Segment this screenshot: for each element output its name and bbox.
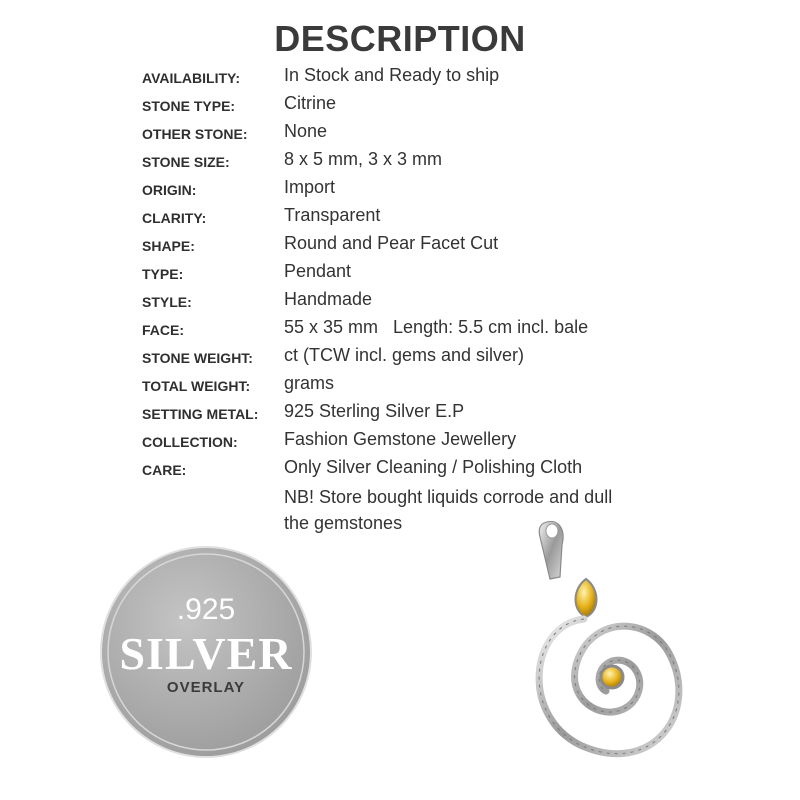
spec-label: OTHER STONE: (142, 126, 248, 142)
spec-row-style (142, 288, 762, 316)
spec-row-face (142, 316, 762, 344)
spec-label: TOTAL WEIGHT: (142, 378, 251, 394)
spec-list (142, 64, 762, 484)
spec-row-total-weight (142, 372, 762, 400)
spec-row-stone-type (142, 92, 762, 120)
spec-label: STYLE: (142, 294, 192, 310)
pendant-image (510, 515, 690, 790)
spec-value: Transparent (284, 205, 381, 225)
spec-row-availability (142, 64, 762, 92)
care-note-line: the gemstones (284, 513, 403, 533)
spec-label: TYPE: (142, 266, 184, 282)
spec-value: None (284, 121, 328, 141)
spec-row-origin (142, 176, 762, 204)
spec-label: CLARITY: (142, 210, 207, 226)
spec-label: SHAPE: (142, 238, 195, 254)
badge-overlay-text: OVERLAY (166, 679, 246, 696)
spec-value: Handmade (284, 289, 373, 309)
spec-row-stone-weight (142, 344, 762, 372)
spec-row-shape (142, 232, 762, 260)
spec-label: STONE WEIGHT: (142, 350, 253, 366)
spec-label: COLLECTION: (142, 434, 238, 450)
spec-label: AVAILABILITY: (142, 70, 240, 86)
spec-row-other-stone (142, 120, 762, 148)
spec-value: Round and Pear Facet Cut (284, 233, 499, 253)
badge-silver-text: SILVER (119, 628, 293, 679)
spec-label: ORIGIN: (142, 182, 197, 198)
badge-purity: .925 (176, 593, 236, 626)
spec-value: grams (284, 373, 335, 393)
spec-row-setting-metal (142, 400, 762, 428)
silver-overlay-badge (99, 545, 313, 759)
spec-label: SETTING METAL: (142, 406, 259, 422)
spec-value: Import (284, 177, 336, 197)
spec-value: Citrine (284, 93, 337, 113)
spec-label: STONE TYPE: (142, 98, 236, 114)
spec-value: ct (TCW incl. gems and silver) (284, 345, 525, 365)
spec-value: 8 x 5 mm, 3 x 3 mm (284, 149, 443, 169)
spec-row-stone-size (142, 148, 762, 176)
spec-label: FACE: (142, 322, 184, 338)
spec-label: STONE SIZE: (142, 154, 230, 170)
spec-row-type (142, 260, 762, 288)
page-title: DESCRIPTION (274, 18, 526, 59)
spec-value: In Stock and Ready to ship (284, 65, 500, 85)
spec-value: 925 Sterling Silver E.P (284, 401, 465, 421)
spec-row-care (142, 456, 762, 484)
spec-value: Only Silver Cleaning / Polishing Cloth (284, 457, 583, 477)
spec-value: 55 x 35 mm Length: 5.5 cm incl. bale (284, 317, 589, 337)
silver-spiral-pendant-icon (510, 515, 690, 790)
spec-value: Pendant (284, 261, 352, 281)
spec-value: Fashion Gemstone Jewellery (284, 429, 517, 449)
care-note-line: NB! Store bought liquids corrode and dull (284, 487, 613, 507)
spec-row-clarity (142, 204, 762, 232)
spec-row-collection (142, 428, 762, 456)
spec-label: CARE: (142, 462, 187, 478)
